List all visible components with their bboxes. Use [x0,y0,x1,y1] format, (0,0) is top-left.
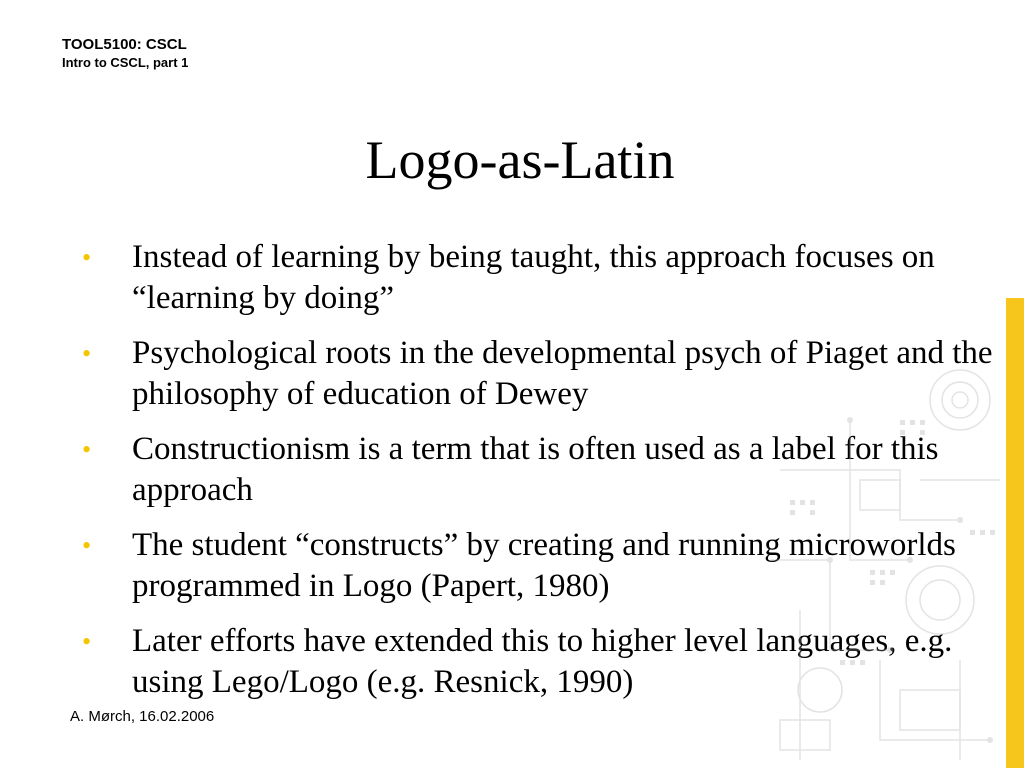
bullet-item [0,237,1000,319]
bullet-text: Later efforts have extended this to higher level languages, e.g. using Lego/Logo (e.g. Resnick, 1990) [132,623,953,700]
course-title: TOOL5100: CSCL [62,36,187,53]
slide-footer: A. Mørch, 16.02.2006 [70,708,215,725]
bullet-text: Psychological roots in the developmental psych of Piaget and the philosophy of education of Dewey [132,335,993,412]
bullet-text: The student “constructs” by creating and running microworlds programmed in Logo (Papert, 1980) [132,527,956,604]
bullet-text: Constructionism is a term that is often used as a label for this approach [132,431,939,508]
accent-bar [1006,298,1024,768]
bullet-icon: • [82,339,92,368]
circuit-pattern-icon [760,360,1006,768]
bullet-icon: • [82,627,92,656]
bullet-icon: • [82,243,92,272]
slide-header [62,36,188,71]
bullet-text: Instead of learning by being taught, this approach focuses on “learning by doing” [132,239,935,316]
bullet-icon: • [82,531,92,560]
course-subtitle: Intro to CSCL, part 1 [62,55,189,70]
bullet-icon: • [82,435,92,464]
slide-title: Logo-as-Latin [365,130,675,190]
